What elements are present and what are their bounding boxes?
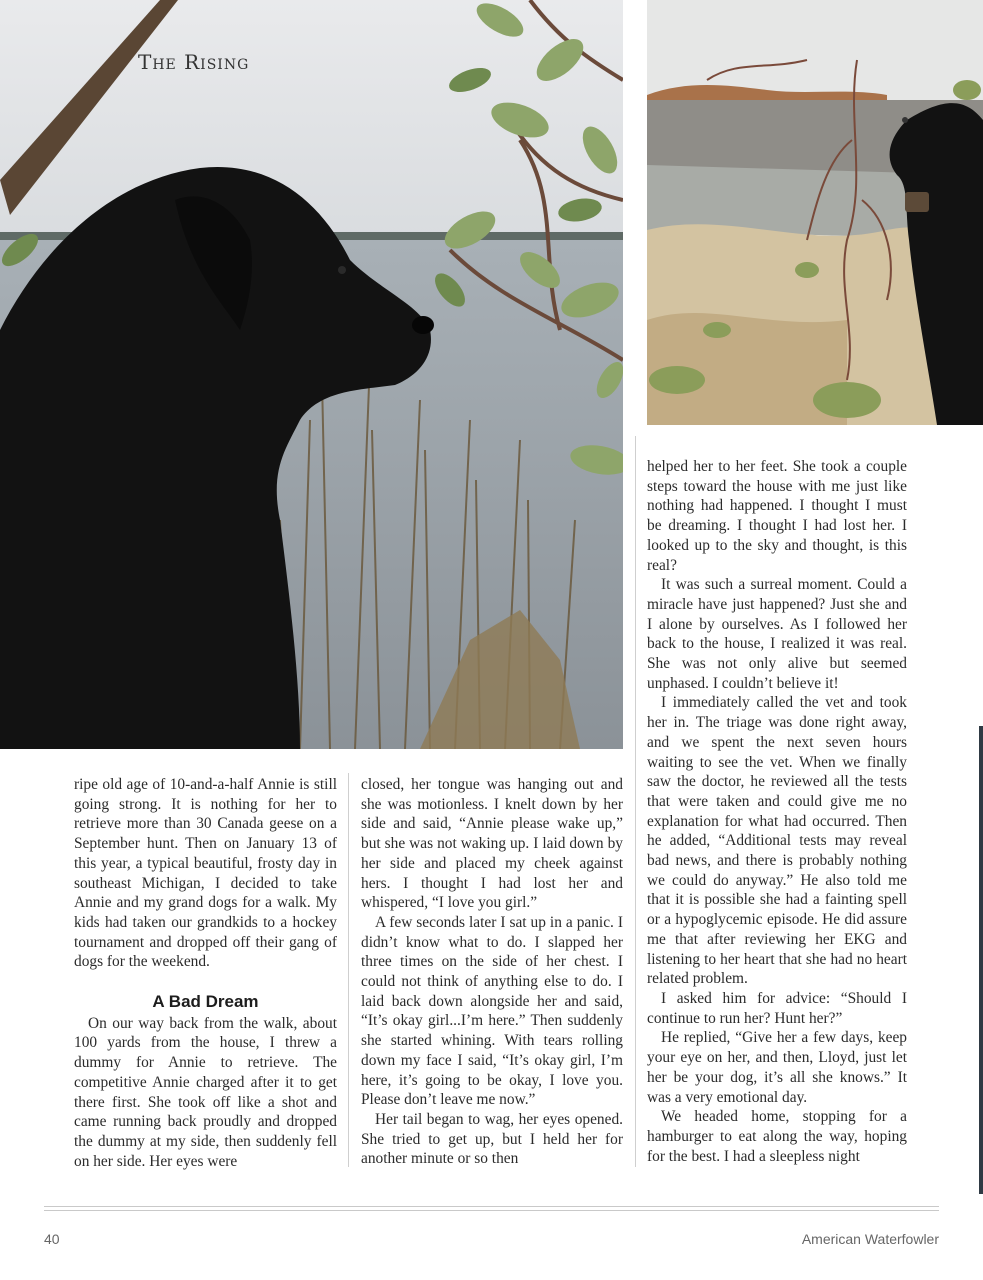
dog-at-water-illustration	[0, 0, 623, 749]
paragraph: A few seconds later I sat up in a panic. I didn’t know what to do. I slapped her three times on the side of her chest. I could not think of anything else to do. I laid back down alongside her and said, “It’s okay girl...I’m here.” Then suddenly she started whining. With tears rolling down my face I said, “It’s okay girl, I’m here, it’s going to be okay, I love you. Please don’t leave me now.”	[361, 913, 623, 1109]
footer-rule	[44, 1206, 939, 1207]
paragraph: We headed home, stopping for a hamburger to eat along the way, hoping for the best. I had a sleepless night	[647, 1108, 907, 1165]
page-number: 40	[44, 1231, 60, 1247]
paragraph: I asked him for advice: “Should I continue to run her? Hunt her?”	[647, 989, 907, 1027]
page-edge-tab	[979, 726, 983, 1194]
paragraph: On our way back from the walk, about 100 yards from the house, I threw a dummy for Annie to retrieve. The competitive Annie charged after it to get there first. She took off like a shot and came running back proudly and dropped the dummy at my side, then suddenly fell on her side. Her eyes were	[74, 1014, 337, 1170]
footer-rule	[44, 1210, 939, 1211]
dog-at-water-photo	[0, 0, 623, 749]
section-heading: A Bad Dream	[152, 992, 259, 1012]
paragraph: It was such a surreal moment. Could a miracle have just happened? Just she and I alone by ourselves. As I followed her back to the house, I realized it was real. She was not only alive but seemed unphased. I couldn’t believe it!	[647, 576, 907, 692]
article-column-3	[647, 457, 907, 1166]
paragraph: He replied, “Give her a few days, keep your eye on her, and then, Lloyd, just let her be your dog, it’s all she knows.” It was a very emotional day.	[647, 1029, 907, 1106]
paragraph: closed, her tongue was hanging out and she was motionless. I knelt down by her side and said, “Annie please wake up,” but she was not waking up. I laid down by her side and placed my cheek against hers. I thought I had lost her and whispered, “I love you girl.”	[361, 776, 623, 912]
column-divider	[635, 436, 636, 1167]
dog-on-bank-photo	[647, 0, 983, 425]
paragraph: Her tail began to wag, her eyes opened. She tried to get up, but I held her for another minute or so then	[361, 1110, 623, 1168]
paragraph: ripe old age of 10-and-a-half Annie is still going strong. It is nothing for her to retrieve more than 30 Canada geese on a September hunt. Then on January 13 of this year, a typical beautiful, frosty day in southeast Michigan, I decided to take Annie and my grand dogs for a walk. My kids had taken our grandkids to a hockey tournament and dropped off their gang of dogs for the weekend.	[74, 776, 337, 971]
paragraph: I immediately called the vet and took her in. The triage was done right away, and we spent the next seven hours waiting to see the vet. When we finally saw the doctor, he reviewed all the tests that were taken and could give me no explanation for what had occurred. Then he added, “Additional tests may reveal bad news, and there is probably nothing we could do anyway.” He also told me that it is possible she had a fainting spell or a hypoglycemic episode. He did assure me that after reviewing her EKG and listening to her heart that she had no heart related problem.	[647, 694, 907, 988]
paragraph: helped her to her feet. She took a couple steps toward the house with me just like nothing had happened. I thought I must be dreaming. I thought I had lost her. I looked up to the sky and thought, is this real?	[647, 458, 907, 574]
magazine-name: American Waterfowler	[801, 1231, 939, 1247]
dog-on-bank-illustration	[647, 0, 983, 425]
photo-caption: The Rising	[138, 50, 250, 74]
article-column-2	[361, 775, 623, 1169]
column-divider	[348, 773, 349, 1167]
article-column-1	[74, 775, 337, 1171]
